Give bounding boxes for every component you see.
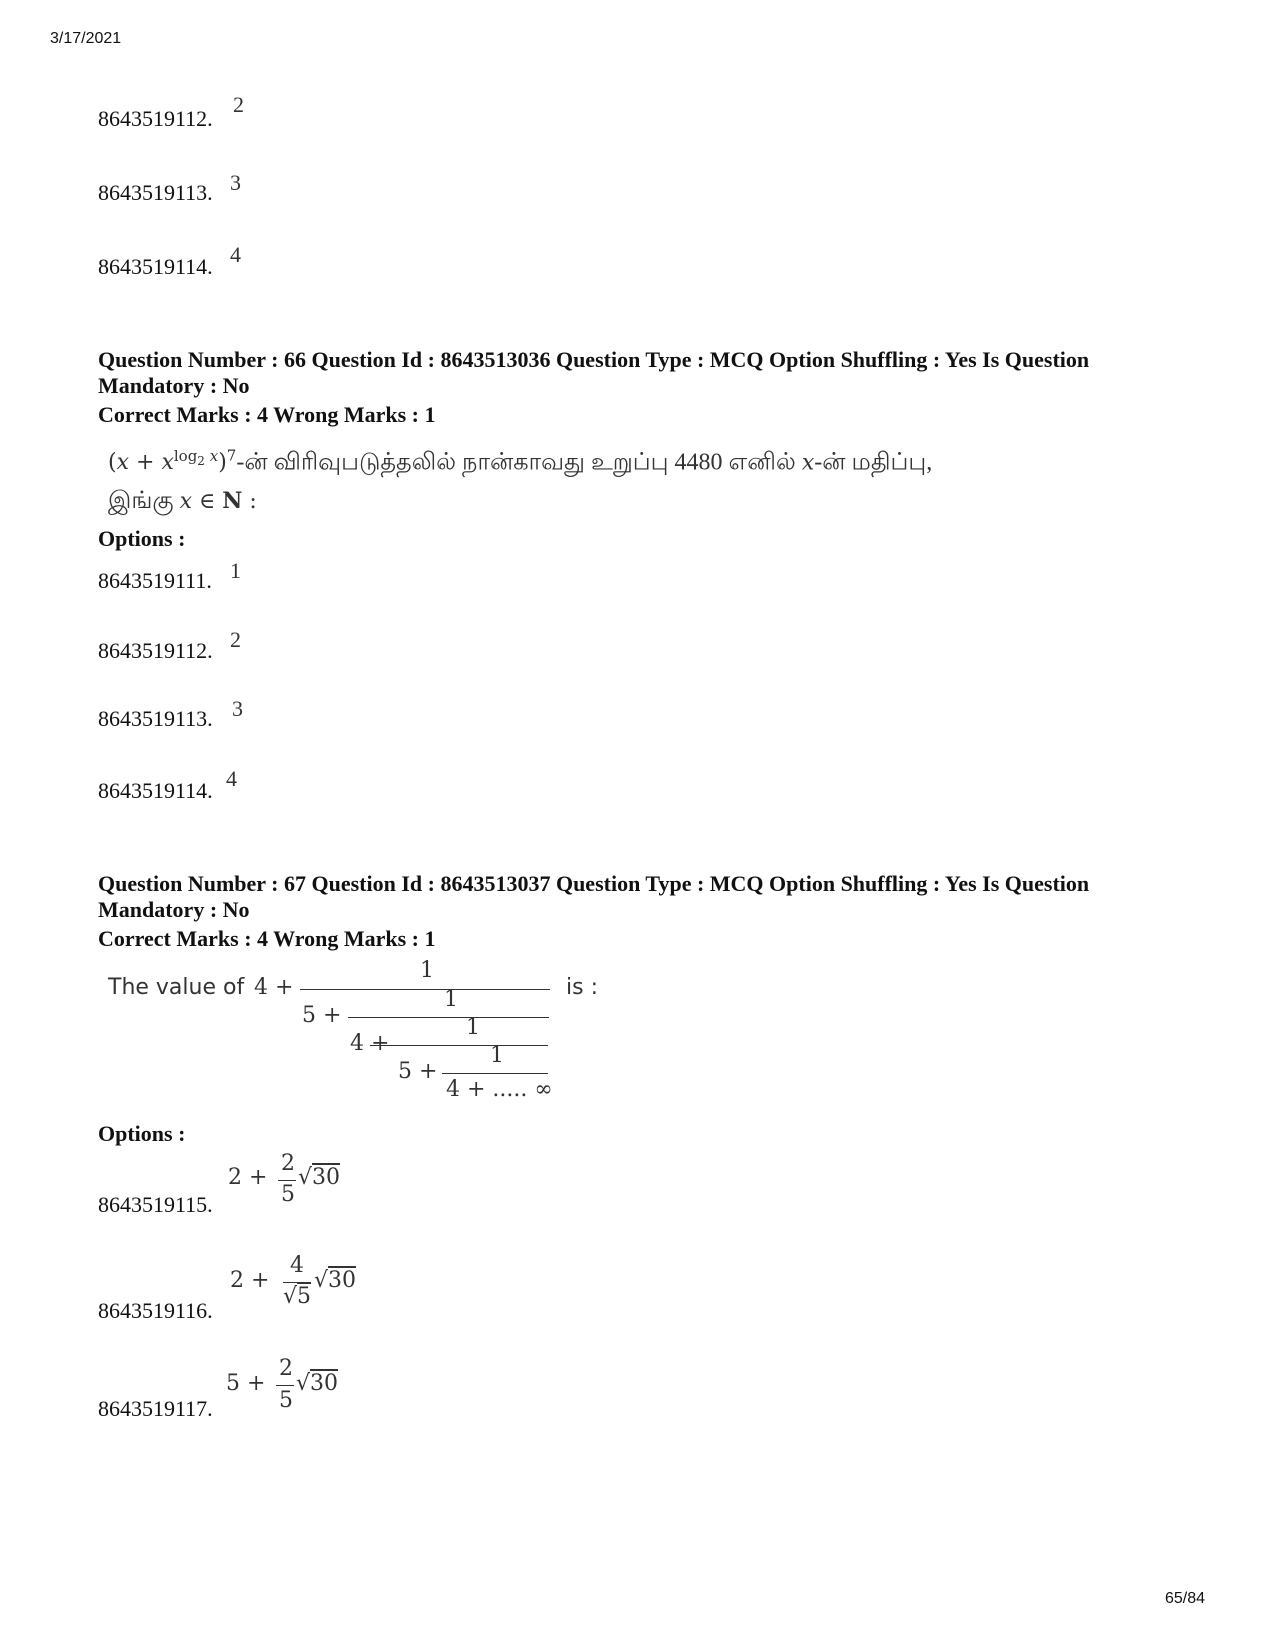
option-id: 8643519112. [98,106,213,131]
question-66-header: Question Number : 66 Question Id : 8643513036 Question Type : MCQ Option Shuffling : Yes Is Question Mandatory : No [98,347,1090,398]
fraction-numerator: 1 [420,958,434,983]
option-id: 8643519116. [98,1298,213,1323]
option-id: 8643519114. [98,778,213,803]
page-number: 65/84 [1165,1590,1206,1607]
option-id: 8643519113. [98,180,213,205]
fraction-numerator: 1 [466,1015,480,1040]
option-id: 8643519114. [98,254,213,279]
question-66-text: $(x + x^{log_2 x})^7-ன்$ விரிவுபடுத்தலில் நான்காவது உறுப்பு 4480 எனில் x-ன் மதிப்பு, [108,447,933,476]
fraction-bar [370,1045,548,1046]
option-id: 8643519112. [98,638,213,663]
option-id: 8643519111. [98,568,212,593]
variable-x: x [801,450,815,476]
question-67-prefix: The value of [108,975,245,1000]
fraction-numerator: 1 [490,1043,504,1068]
binomial-expression: $(x + x^{log_2 x})^7$ [108,447,237,476]
question-67-marks: Correct Marks : 4 Wrong Marks : 1 [98,926,436,951]
fraction-bar [442,1073,548,1074]
fraction-term: 4 + [350,1031,390,1056]
option-id: 8643519117. [98,1396,213,1421]
option-id: 8643519115. [98,1192,213,1217]
option-id: 8643519113. [98,706,213,731]
print-date: 3/17/2021 [50,30,122,47]
option-value: 4 [230,242,241,267]
question-67-header: Question Number : 67 Question Id : 8643513037 Question Type : MCQ Option Shuffling : Yes Is Question Mandatory : No [98,871,1090,922]
question-67-suffix: is : [566,975,598,1000]
option-value: 2 [230,627,241,652]
option-value: 2 [233,92,244,117]
options-label: Options : [98,1121,186,1146]
option-value: 1 [230,558,241,583]
option-value: 3 [232,696,243,721]
option-value: 3 [230,170,241,195]
fraction-numerator: 1 [444,987,458,1012]
question-66-text-line2: இங்கு x ∈ N : [108,488,257,514]
question-66-marks: Correct Marks : 4 Wrong Marks : 1 [98,402,436,427]
fraction-term: 4 + [254,975,294,1000]
option-value: 4 [226,766,237,791]
fraction-term: 5 + [398,1059,438,1084]
fraction-bar [348,1017,549,1018]
fraction-term: 4 + ..... ∞ [446,1077,553,1102]
fraction-bar [300,989,550,990]
domain-condition: x ∈ N : [179,488,257,514]
fraction-term: 5 + [302,1003,342,1028]
options-label: Options : [98,526,186,551]
